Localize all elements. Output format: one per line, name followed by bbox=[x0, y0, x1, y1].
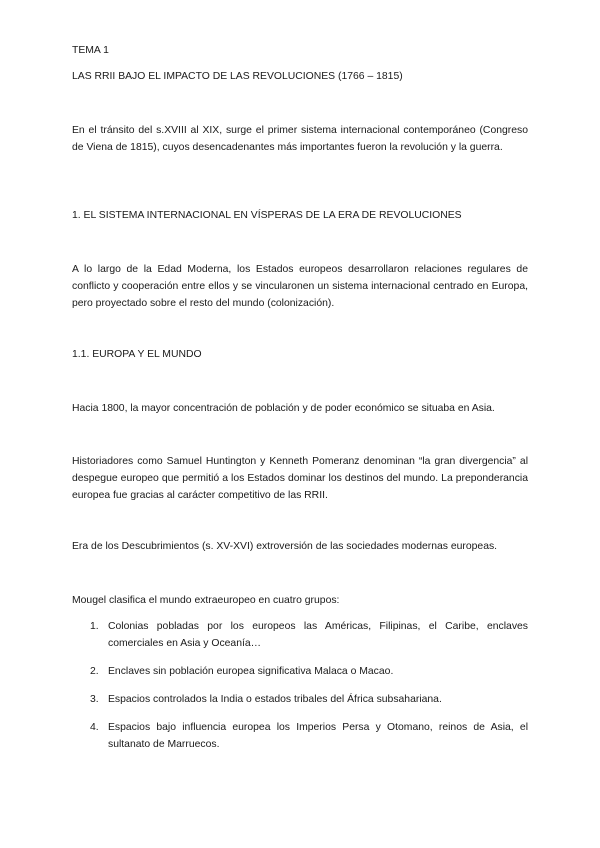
list-item-number: 3. bbox=[90, 694, 99, 705]
section-1-1-heading: 1.1. EUROPA Y EL MUNDO bbox=[72, 349, 202, 360]
list-item bbox=[72, 618, 528, 652]
paragraph-historiadores: Historiadores como Samuel Huntington y Kenneth Pomeranz denominan “la gran divergencia” al despegue europeo que permitió a los Estados dominar los destinos del mundo. La preponderancia europea fue gracias al carácter competitivo de las RRII. bbox=[72, 456, 528, 501]
intro-paragraph: En el tránsito del s.XVIII al XIX, surge el primer sistema internacional contemporáneo (Congreso de Viena de 1815), cuyos desencadenantes más importantes fueron la revolución y la guerra. bbox=[72, 125, 528, 153]
list-item-text: Colonias pobladas por los europeos las Américas, Filipinas, el Caribe, enclaves comerciales en Asia y Oceanía… bbox=[108, 621, 528, 649]
list-item bbox=[72, 691, 528, 708]
list-item-number: 1. bbox=[90, 621, 99, 632]
section-1-paragraph: A lo largo de la Edad Moderna, los Estados europeos desarrollaron relaciones regulares de conflicto y cooperación entre ellos y se vincularonen un sistema internacional centrado en Europa, pero proyectado sobre el resto del mundo (colonización). bbox=[72, 264, 528, 309]
list-item-text: Espacios controlados la India o estados tribales del África subsahariana. bbox=[108, 694, 442, 705]
list-item-text: Enclaves sin población europea significativa Malaca o Macao. bbox=[108, 666, 394, 677]
groups-list bbox=[72, 618, 528, 753]
paragraph-descubrimientos: Era de los Descubrimientos (s. XV-XVI) extroversión de las sociedades modernas europeas. bbox=[72, 541, 498, 552]
list-item-text: Espacios bajo influencia europea los Imperios Persa y Otomano, reinos de Asia, el sultanato de Marruecos. bbox=[108, 722, 528, 750]
topic-label: TEMA 1 bbox=[72, 45, 109, 56]
paragraph-1800: Hacia 1800, la mayor concentración de población y de poder económico se situaba en Asia. bbox=[72, 403, 495, 414]
list-item bbox=[72, 663, 528, 680]
list-item bbox=[72, 719, 528, 753]
list-item-number: 2. bbox=[90, 666, 99, 677]
list-item-number: 4. bbox=[90, 722, 99, 733]
document-title: LAS RRII BAJO EL IMPACTO DE LAS REVOLUCIONES (1766 – 1815) bbox=[72, 71, 403, 82]
section-1-heading: 1. EL SISTEMA INTERNACIONAL EN VÍSPERAS DE LA ERA DE REVOLUCIONES bbox=[72, 210, 462, 221]
paragraph-mougel: Mougel clasifica el mundo extraeuropeo en cuatro grupos: bbox=[72, 595, 340, 606]
